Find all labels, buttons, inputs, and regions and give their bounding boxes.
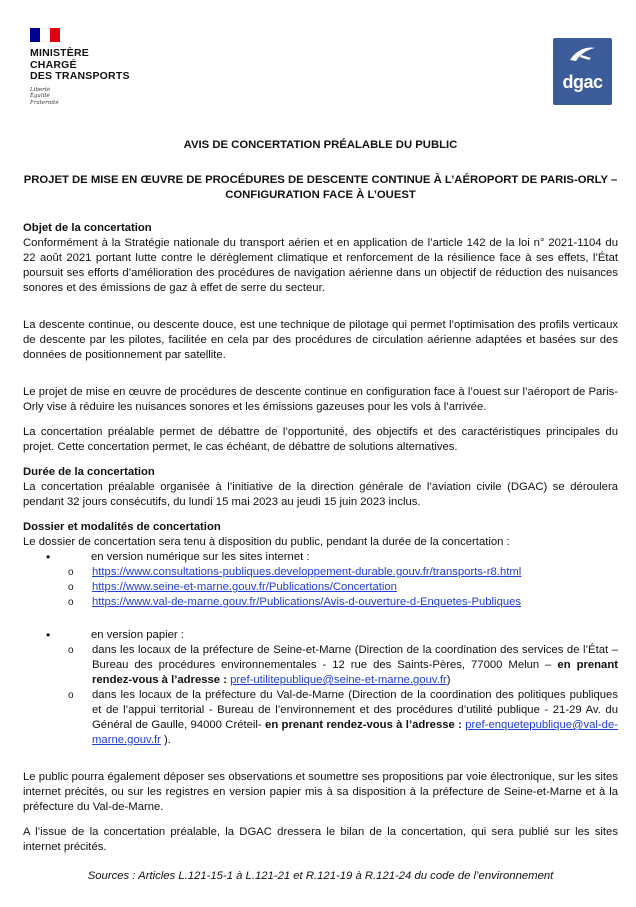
dossier-intro: Le dossier de concertation sera tenu à disposition du public, pendant la durée de la concertation : [23,536,510,548]
sub-bullet-icon: o [68,582,74,593]
objet-paragraph-2: La descente continue, ou descente douce, est une technique de pilotage qui permet l’optimisation des profils verticaux de descente par les pilotes, facilitée en cela par des procédures de circulation aérienne adaptées et basées sur des données de positionnement par satellite. [23,319,618,361]
list-item-paper-val-de-marne [23,688,618,748]
paper-label: en version papier : [91,629,184,641]
email-seine-et-marne[interactable]: pref-utilitepublique@seine-et-marne.gouv.fr [230,674,447,686]
paper1-appointment: en prenant rendez-vous à l’adresse : [92,659,619,686]
paper2-end: ). [164,734,171,746]
ministry-name: MINISTÈRE CHARGÉ DES TRANSPORTS [30,47,130,82]
list-item-paper-seine-et-marne [23,643,618,688]
bilan-paragraph: A l’issue de la concertation préalable, la DGAC dressera le bilan de la concertation, qui sera publié sur les sites internet précités. [23,826,618,853]
paper2-appointment: en prenant rendez-vous à l’adresse : [265,719,462,731]
objet-paragraph-3: Le projet de mise en œuvre de procédures de descente continue en configuration face à l’ouest sur l’aéroport de Paris-Orly vise à réduire les nuisances sonores et les émissions gazeuses pour les vols à l’arrivée. [23,386,618,413]
objet-paragraph-1: Conformément à la Stratégie nationale du transport aérien et en application de l’article 142 de la loi n° 2021-1104 du 22 août 2021 portant lutte contre le dérèglement climatique et renforcement de la résilience face à ses effets, l’État poursuit ses efforts d’amélioration des procédures de navigation aérienne dans un objectif de réduction des nuisances sonores et des émissions de gaz à effet de serre du secteur. [23,237,618,294]
sources-note: Sources : Articles L.121-15-1 à L.121-21 et R.121-19 à R.121-24 du code de l’environnement [87,870,554,882]
list-item-paper [23,628,618,643]
list-item-link-3 [23,595,618,610]
link-seine-et-marne[interactable]: https://www.seine-et-marne.gouv.fr/Publications/Concertation [92,581,397,593]
republic-motto: Liberté Égalité Fraternité [30,86,59,106]
sub-bullet-icon: o [68,597,74,608]
paper1-end: ) [446,674,451,686]
link-consultations-publiques[interactable]: https://www.consultations-publiques.developpement-durable.gouv.fr/transports-r8.html [92,566,522,578]
bullet-icon: • [46,550,51,564]
plane-swoosh-icon [567,44,597,68]
notice-body [23,138,618,884]
email-val-de-marne[interactable]: pref-enquetepublique@val-de-marne.gouv.fr [92,719,619,746]
paper1-text: dans les locaux de la préfecture de Seine-et-Marne (Direction de la coordination des services de l’État – Bureau des procédures environnementales - 12 rue des Saints-Pères, 77000 Melun – [92,644,618,671]
sub-bullet-icon: o [68,690,74,701]
observations-paragraph: Le public pourra également déposer ses observations et soumettre ses propositions par voie électronique, sur les sites internet précités, ou sur les registres en version papier mis à sa disposition à la préfecture de Seine-et-Marne et à la préfecture du Val-de-Marne. [23,771,618,813]
ministry-logo [30,28,170,106]
notice-title: AVIS DE CONCERTATION PRÉALABLE DU PUBLIC [183,139,458,151]
french-flag-icon [30,28,60,42]
section-title-objet: Objet de la concertation [23,222,152,234]
duree-paragraph: La concertation préalable organisée à l’initiative de la direction générale de l’aviation civile (DGAC) se déroulera pendant 32 jours consécutifs, du lundi 15 mai 2023 au jeudi 15 juin 2023 inclus. [23,481,618,508]
internet-label: en version numérique sur les sites internet : [91,551,310,563]
project-title: PROJET DE MISE EN ŒUVRE DE PROCÉDURES DE DESCENTE CONTINUE À L’AÉROPORT DE PARIS-ORLY – CONFIGURATION FACE À L’OUEST [23,174,618,201]
list-item-internet [23,550,618,565]
list-item-link-2 [23,580,618,595]
link-val-de-marne[interactable]: https://www.val-de-marne.gouv.fr/Publications/Avis-d-ouverture-d-Enquetes-Publiques [92,596,522,608]
dgac-logo [553,38,612,105]
bullet-icon: • [46,628,51,642]
section-title-dossier: Dossier et modalités de concertation [23,521,221,533]
dgac-logo-text: dgac [562,72,603,92]
paper2-text: dans les locaux de la préfecture du Val-de-Marne (Direction de la coordination des politiques publiques et de l’appui territorial - Bureau de l’environnement et des procédures d’utilité publique - 21-29 Av. du Général de Gaulle, 94000 Créteil- [92,689,618,731]
objet-paragraph-4: La concertation préalable permet de débattre de l’opportunité, des objectifs et des caractéristiques principales du projet. Cette concertation permet, le cas échéant, de débattre de solutions alternatives. [23,426,618,453]
list-item-link-1 [23,565,618,580]
sub-bullet-icon: o [68,645,74,656]
sub-bullet-icon: o [68,567,74,578]
section-title-duree: Durée de la concertation [23,466,155,478]
